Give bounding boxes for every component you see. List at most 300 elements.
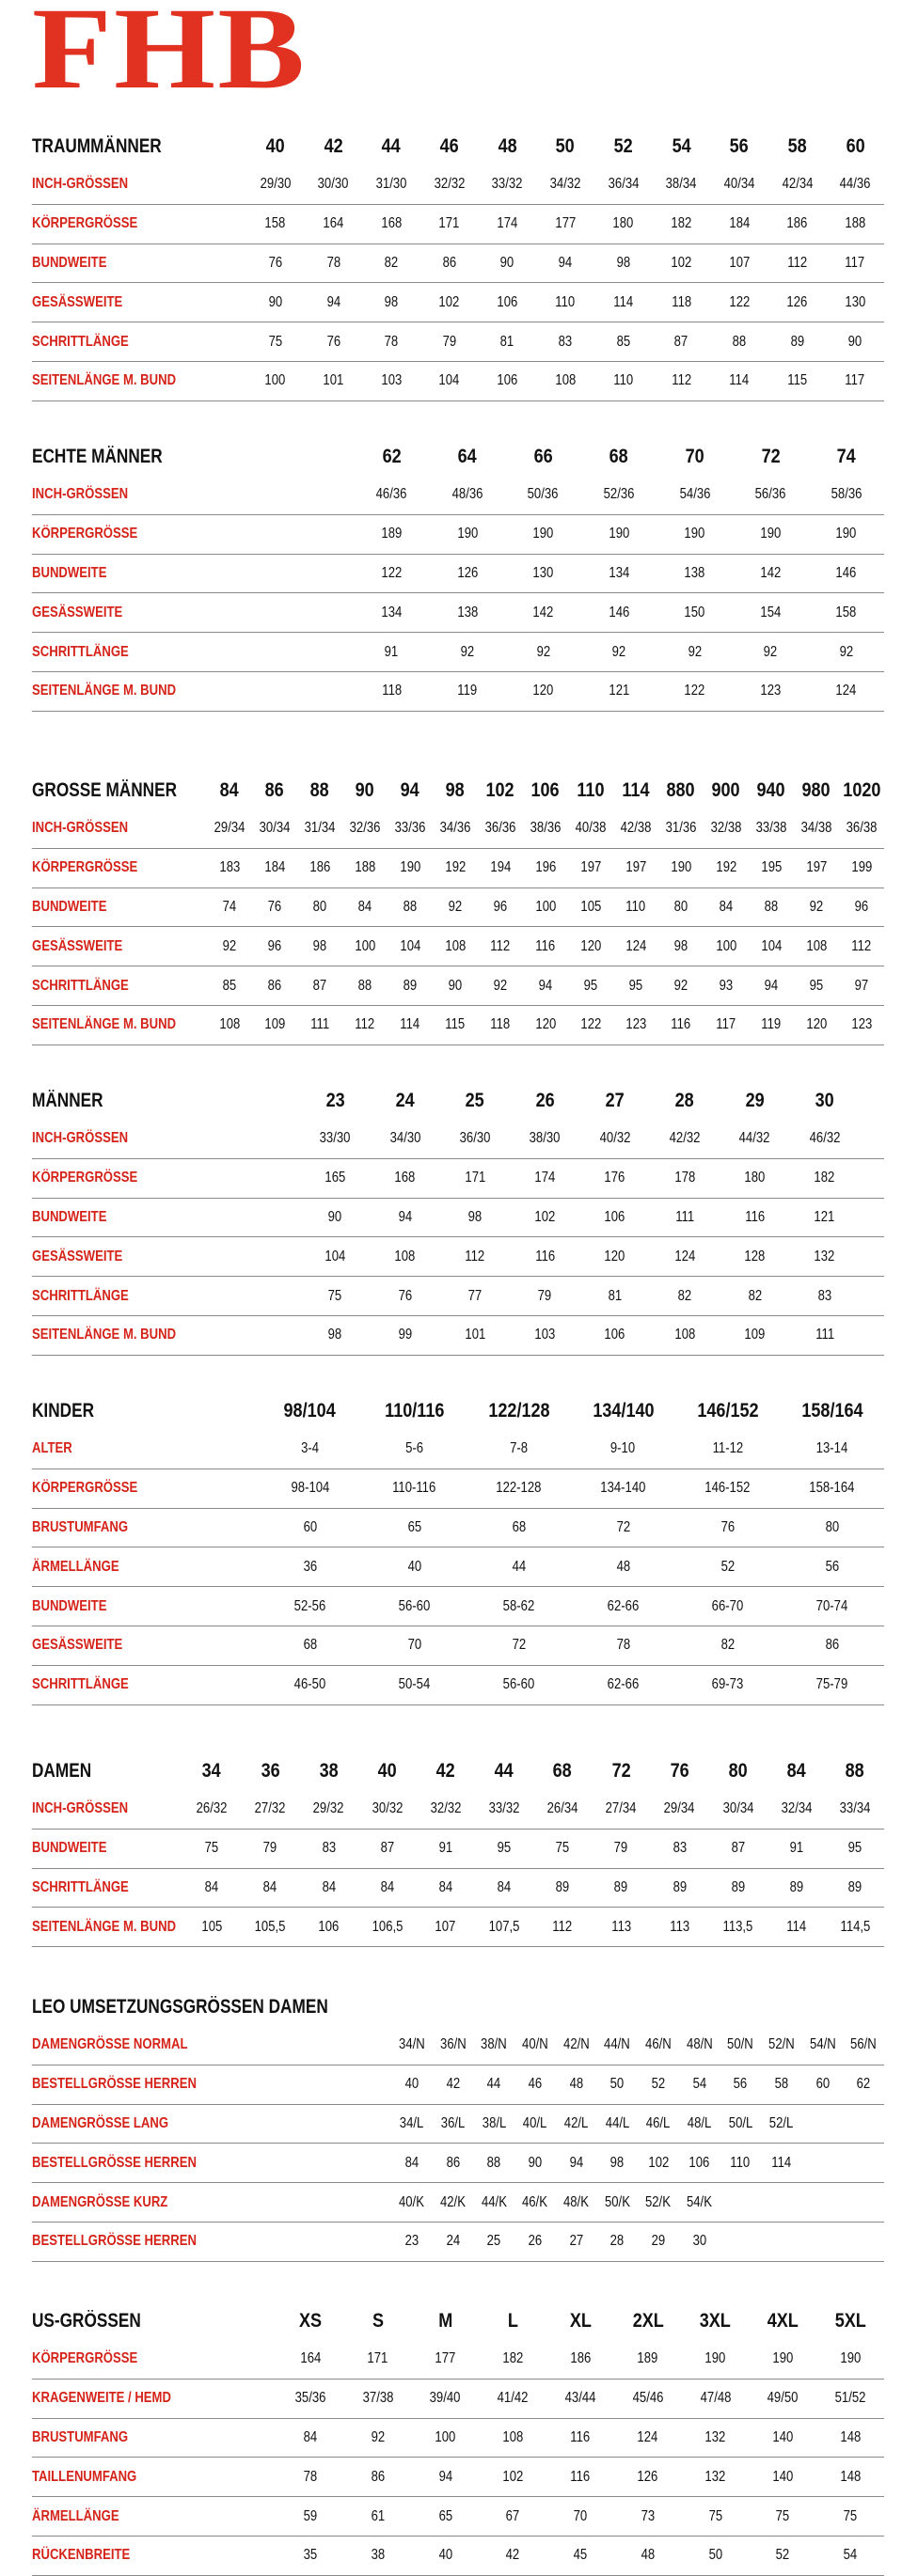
table-cell: 122 xyxy=(381,564,403,581)
table-cell: 27/34 xyxy=(605,1800,637,1817)
table-cell: 148 xyxy=(840,2428,862,2445)
table-cell: 107 xyxy=(435,1918,456,1935)
table-cell: 95 xyxy=(809,977,824,994)
table-row xyxy=(32,1908,884,1947)
table-cell: 178 xyxy=(674,1170,696,1186)
table-cell: 38/N xyxy=(481,2036,508,2053)
size-header-cell: 90 xyxy=(355,779,375,801)
size-header-cell: 29 xyxy=(745,1090,765,1111)
size-header-cell: 66 xyxy=(533,446,553,467)
row-label: BRUSTUMFANG xyxy=(32,1518,129,1535)
size-header-cell: 25 xyxy=(465,1090,484,1111)
size-header-cell: L xyxy=(507,2310,518,2332)
table-cell: 90 xyxy=(448,977,463,994)
size-header-cell: 42 xyxy=(435,1760,455,1782)
size-header-cell: 102 xyxy=(485,779,515,801)
table-cell: 38/30 xyxy=(529,1130,561,1147)
table-row xyxy=(32,244,884,284)
table-cell: 123 xyxy=(760,683,782,699)
table-header xyxy=(32,772,884,809)
table-cell: 113 xyxy=(669,1918,689,1935)
table-cell: 105 xyxy=(580,898,601,915)
table-row xyxy=(32,1626,884,1666)
table-cell: 42/34 xyxy=(782,176,814,193)
row-label: INCH-GRÖSSEN xyxy=(32,820,129,837)
table-cell xyxy=(843,2105,884,2144)
table-row xyxy=(32,1547,884,1587)
table-cell: 98 xyxy=(312,937,327,954)
table-cell: 39/40 xyxy=(430,2390,461,2407)
table-cell: 102 xyxy=(647,2154,669,2171)
table-cell: 88 xyxy=(357,977,372,994)
table-cell: 116 xyxy=(671,1016,691,1033)
table-cell: 82 xyxy=(677,1287,692,1304)
table-cell: 86 xyxy=(825,1637,839,1654)
table-cell xyxy=(802,2105,844,2144)
table-cell: 33/38 xyxy=(755,820,787,837)
table-cell: 48 xyxy=(569,2076,583,2093)
table-cell: 44 xyxy=(486,2076,501,2093)
table-cell: 29/30 xyxy=(260,176,292,193)
table-cell: 52/N xyxy=(768,2036,795,2053)
table-header xyxy=(32,128,884,165)
size-header-cell: 88 xyxy=(845,1760,865,1782)
table-cell: 50/36 xyxy=(528,486,559,503)
table-cell: 118 xyxy=(671,293,691,310)
row-label: INCH-GRÖSSEN xyxy=(32,176,129,193)
table-row xyxy=(32,2380,884,2419)
table-cell: 92 xyxy=(371,2428,385,2445)
table-cell: 52 xyxy=(776,2547,790,2564)
table-cell: 114 xyxy=(613,293,634,310)
table-header xyxy=(32,2302,884,2340)
table-cell: 111 xyxy=(675,1208,695,1225)
table-cell: 122-128 xyxy=(496,1480,542,1497)
table-cell: 109 xyxy=(264,1016,285,1033)
table-cell: 50-54 xyxy=(398,1676,431,1693)
table-cell: 33/30 xyxy=(319,1130,351,1147)
table-cell: 92 xyxy=(688,643,702,660)
table-cell: 180 xyxy=(612,215,634,232)
table-title: US-GRÖSSEN xyxy=(32,2310,141,2332)
table-cell: 85 xyxy=(616,333,630,350)
size-header-cell: 62 xyxy=(382,446,402,467)
table-cell: 122 xyxy=(580,1016,601,1033)
table-cell: 66-70 xyxy=(711,1597,744,1614)
table-cell: 29 xyxy=(651,2233,666,2250)
table-cell: 107 xyxy=(728,254,750,271)
row-label: SCHRITTLÄNGE xyxy=(32,1878,129,1895)
table-cell: 111 xyxy=(310,1016,329,1033)
table-cell: 111 xyxy=(815,1327,834,1343)
table-cell: 75 xyxy=(268,333,283,350)
row-label: KÖRPERGRÖSSE xyxy=(32,215,138,232)
size-header-cell: 26 xyxy=(535,1090,555,1111)
table-cell: 100 xyxy=(535,898,556,915)
table-cell: 168 xyxy=(394,1170,416,1186)
size-header-cell: 134/140 xyxy=(592,1400,655,1422)
table-cell: 75 xyxy=(776,2507,790,2524)
table-cell: 174 xyxy=(534,1170,556,1186)
table-row xyxy=(32,322,884,362)
table-cell: 171 xyxy=(464,1170,485,1186)
table-cell: 199 xyxy=(851,859,872,876)
table-cell: 106,5 xyxy=(372,1918,404,1935)
table-cell: 32/36 xyxy=(349,820,381,837)
table-cell: 96 xyxy=(267,937,282,954)
table-row xyxy=(32,2340,884,2380)
table-cell xyxy=(761,2183,802,2222)
table-row xyxy=(32,2497,884,2537)
table-cell: 80 xyxy=(825,1518,839,1535)
table-cell: 121 xyxy=(814,1208,835,1225)
table-cell: 94 xyxy=(398,1208,412,1225)
table-cell: 36/30 xyxy=(459,1130,491,1147)
table-cell: 26/34 xyxy=(546,1800,578,1817)
table-row xyxy=(32,849,884,888)
table-cell: 74 xyxy=(222,898,237,915)
table-cell: 158 xyxy=(835,604,857,620)
table-cell: 40/L xyxy=(523,2114,547,2131)
table-cell xyxy=(843,2223,884,2261)
table-cell: 94 xyxy=(538,977,553,994)
table-cell: 23 xyxy=(404,2233,419,2250)
size-header-cell: 3XL xyxy=(700,2310,732,2332)
table-cell: 84 xyxy=(404,2154,419,2171)
table-cell: 52 xyxy=(651,2076,666,2093)
table-row xyxy=(32,362,884,401)
table-row xyxy=(32,2066,884,2105)
table-row xyxy=(32,1430,884,1469)
table-row xyxy=(32,1869,884,1908)
table-cell: 115 xyxy=(445,1016,466,1033)
row-label: SCHRITTLÄNGE xyxy=(32,977,129,994)
table-cell: 89 xyxy=(731,1878,745,1895)
table-cell: 108 xyxy=(555,372,576,389)
row-label: GESÄSSWEITE xyxy=(32,1637,123,1654)
table-cell: 122 xyxy=(728,293,750,310)
table-cell: 192 xyxy=(716,859,736,876)
row-label: DAMENGRÖSSE LANG xyxy=(32,2114,169,2131)
table-cell: 86 xyxy=(442,254,457,271)
table-cell: 82 xyxy=(384,254,399,271)
table-cell: 33/32 xyxy=(488,1800,520,1817)
table-cell: 121 xyxy=(609,683,629,699)
table-cell: 134 xyxy=(609,564,629,581)
brand-logo: FHB xyxy=(32,0,308,113)
table-cell: 46/32 xyxy=(809,1130,841,1147)
table-cell: 94 xyxy=(764,977,779,994)
table-cell: 56-60 xyxy=(398,1597,431,1614)
table-cell: 5-6 xyxy=(405,1440,423,1457)
table-cell: 30/34 xyxy=(259,820,291,837)
table-cell: 84 xyxy=(497,1878,512,1895)
table-cell: 77 xyxy=(467,1287,483,1304)
table-cell: 47/48 xyxy=(700,2390,731,2407)
table-header xyxy=(32,1988,884,2026)
table-cell: 138 xyxy=(684,564,705,581)
table-header xyxy=(32,438,884,476)
row-label: GESÄSSWEITE xyxy=(32,293,123,310)
table-cell: 192 xyxy=(445,859,466,876)
table-cell: 146 xyxy=(835,564,857,581)
table-row xyxy=(32,672,884,712)
row-label: BESTELLGRÖSSE HERREN xyxy=(32,2076,197,2093)
table-cell: 28 xyxy=(609,2233,625,2250)
table-row xyxy=(32,2144,884,2183)
table-cell: 50 xyxy=(609,2076,625,2093)
table-cell: 25 xyxy=(486,2233,501,2250)
table-cell: 32/32 xyxy=(430,1800,462,1817)
row-label: SEITENLÄNGE M. BUND xyxy=(32,1016,177,1033)
row-label: BUNDWEITE xyxy=(32,1840,107,1857)
table-cell: 180 xyxy=(744,1170,766,1186)
table-cell: 48 xyxy=(616,1558,630,1575)
size-header-cell: 94 xyxy=(400,779,420,801)
table-cell: 78 xyxy=(616,1637,630,1654)
table-cell: 40 xyxy=(407,1558,421,1575)
table-cell: 90 xyxy=(500,254,514,271)
size-table xyxy=(32,1752,884,1947)
table-cell: 62-66 xyxy=(607,1676,640,1693)
row-label: BESTELLGRÖSSE HERREN xyxy=(32,2154,197,2171)
table-cell: 52/L xyxy=(769,2114,794,2131)
size-header-cell: 44 xyxy=(494,1760,514,1782)
table-cell: 31/30 xyxy=(375,176,407,193)
table-cell: 165 xyxy=(324,1170,346,1186)
size-header-cell: 50 xyxy=(555,135,576,157)
table-cell: 76 xyxy=(267,898,282,915)
table-cell: 188 xyxy=(355,859,375,876)
table-cell xyxy=(802,2144,844,2182)
table-cell: 117 xyxy=(845,372,865,389)
size-header-cell: 74 xyxy=(836,446,856,467)
size-header-cell: 56 xyxy=(729,135,749,157)
table-cell: 197 xyxy=(625,859,646,876)
table-cell: 75 xyxy=(843,2507,858,2524)
table-cell: 124 xyxy=(637,2428,658,2445)
table-cell: 106 xyxy=(497,293,518,310)
table-row xyxy=(32,1006,884,1045)
table-cell: 33/34 xyxy=(839,1800,871,1817)
table-cell: 31/36 xyxy=(665,820,697,837)
row-label: SEITENLÄNGE M. BUND xyxy=(32,1327,177,1343)
row-label: INCH-GRÖSSEN xyxy=(32,1130,129,1147)
row-label: INCH-GRÖSSEN xyxy=(32,486,129,503)
table-cell: 40 xyxy=(438,2547,452,2564)
size-header-cell: 110/116 xyxy=(384,1400,445,1422)
table-cell: 138 xyxy=(456,604,478,620)
size-header-cell: 114 xyxy=(622,779,650,801)
table-cell: 116 xyxy=(744,1208,765,1225)
size-header-cell: 2XL xyxy=(632,2310,664,2332)
table-cell: 70 xyxy=(573,2507,588,2524)
table-cell: 72 xyxy=(512,1637,526,1654)
row-label: BUNDWEITE xyxy=(32,564,107,581)
table-cell: 46 xyxy=(528,2076,543,2093)
size-header-cell: S xyxy=(372,2310,384,2332)
table-cell: 46/L xyxy=(646,2114,671,2131)
table-cell: 112 xyxy=(490,937,511,954)
table-cell: 116 xyxy=(534,1248,555,1264)
table-cell: 48/36 xyxy=(451,486,483,503)
table-cell: 92 xyxy=(448,898,463,915)
table-cell: 106 xyxy=(497,372,518,389)
table-cell: 44/36 xyxy=(839,176,871,193)
table-cell: 102 xyxy=(534,1208,556,1225)
table-cell: 48 xyxy=(641,2547,656,2564)
table-cell: 67 xyxy=(505,2507,520,2524)
table-cell: 87 xyxy=(674,333,688,350)
size-table xyxy=(32,1392,884,1705)
table-cell: 29/34 xyxy=(214,820,245,837)
table-cell: 40/34 xyxy=(723,176,755,193)
table-cell: 113,5 xyxy=(722,1918,753,1935)
table-cell: 58-62 xyxy=(502,1597,535,1614)
table-cell: 90 xyxy=(268,293,283,310)
table-cell: 95 xyxy=(583,977,598,994)
row-label: BUNDWEITE xyxy=(32,1208,107,1225)
table-cell: 158 xyxy=(264,215,286,232)
row-label: SEITENLÄNGE M. BUND xyxy=(32,372,177,389)
table-cell: 105 xyxy=(201,1918,223,1935)
table-row xyxy=(32,2026,884,2066)
size-header-cell: 64 xyxy=(457,446,477,467)
table-cell: 49/50 xyxy=(767,2390,799,2407)
table-cell: 116 xyxy=(570,2428,591,2445)
table-cell: 182 xyxy=(671,215,692,232)
size-header-cell: 4XL xyxy=(767,2310,799,2332)
size-header-cell: 86 xyxy=(264,779,285,801)
table-title: LEO UMSETZUNGSGRÖSSEN DAMEN xyxy=(32,1996,328,2018)
table-row xyxy=(32,809,884,849)
row-label: ALTER xyxy=(32,1440,72,1457)
table-cell: 46/K xyxy=(522,2193,548,2210)
table-cell: 124 xyxy=(835,683,857,699)
table-cell: 110 xyxy=(625,898,646,915)
table-cell: 186 xyxy=(309,859,330,876)
table-cell: 88 xyxy=(403,898,418,915)
table-cell: 26/32 xyxy=(196,1800,228,1817)
table-cell: 132 xyxy=(704,2428,726,2445)
table-cell: 36/N xyxy=(439,2036,467,2053)
table-cell: 122 xyxy=(684,683,705,699)
table-cell: 91 xyxy=(438,1840,453,1857)
table-cell: 115 xyxy=(787,372,808,389)
size-table xyxy=(32,1988,884,2262)
table-cell: 99 xyxy=(398,1327,412,1343)
table-row xyxy=(32,1120,884,1159)
table-title: TRAUMMÄNNER xyxy=(32,135,162,157)
size-header-cell: 36 xyxy=(261,1760,280,1782)
table-cell: 83 xyxy=(673,1840,687,1857)
row-label: SCHRITTLÄNGE xyxy=(32,643,129,660)
table-cell: 102 xyxy=(438,293,460,310)
table-cell: 107,5 xyxy=(488,1918,520,1935)
size-header-cell: 68 xyxy=(609,446,629,467)
table-cell: 106 xyxy=(688,2154,710,2171)
table-cell: 118 xyxy=(490,1016,511,1033)
table-cell: 92 xyxy=(839,643,854,660)
table-cell: 100 xyxy=(716,937,736,954)
table-cell: 89 xyxy=(673,1878,687,1895)
table-cell: 43/44 xyxy=(564,2390,596,2407)
table-cell: 94 xyxy=(558,254,573,271)
table-cell: 58 xyxy=(774,2076,789,2093)
table-cell: 60 xyxy=(303,1518,317,1535)
size-header-cell: 30 xyxy=(815,1090,834,1111)
table-cell xyxy=(720,2223,761,2261)
size-header-cell: 70 xyxy=(685,446,704,467)
table-cell: 98-104 xyxy=(291,1480,329,1497)
table-cell: 100 xyxy=(264,372,286,389)
size-header-cell: 44 xyxy=(382,135,402,157)
table-cell: 36/L xyxy=(440,2114,466,2131)
table-cell: 110-116 xyxy=(392,1480,436,1497)
table-cell: 190 xyxy=(835,526,857,542)
table-row xyxy=(32,1316,884,1356)
table-cell: 54 xyxy=(843,2547,858,2564)
table-cell: 89 xyxy=(789,1878,804,1895)
size-table xyxy=(32,772,884,1045)
table-cell: 44/K xyxy=(481,2193,507,2210)
size-header-cell: 58 xyxy=(787,135,807,157)
row-label: KÖRPERGRÖSSE xyxy=(32,1170,138,1186)
table-cell: 79 xyxy=(613,1840,628,1857)
table-cell: 79 xyxy=(538,1287,552,1304)
table-cell: 45 xyxy=(573,2547,588,2564)
size-header-cell: 88 xyxy=(309,779,330,801)
table-cell: 183 xyxy=(219,859,240,876)
size-header-cell: 23 xyxy=(325,1090,345,1111)
table-cell: 190 xyxy=(532,526,554,542)
row-label: BUNDWEITE xyxy=(32,1597,107,1614)
table-cell: 112 xyxy=(851,937,872,954)
table-cell: 84 xyxy=(322,1878,336,1895)
size-header-cell: 27 xyxy=(605,1090,625,1111)
table-cell: 76 xyxy=(326,333,340,350)
table-cell: 86 xyxy=(371,2468,385,2485)
table-cell: 124 xyxy=(674,1248,696,1264)
table-cell: 59 xyxy=(303,2507,318,2524)
table-cell: 182 xyxy=(502,2350,524,2367)
table-row xyxy=(32,2223,884,2262)
table-row xyxy=(32,633,884,672)
row-label: KÖRPERGRÖSSE xyxy=(32,859,138,876)
table-cell: 184 xyxy=(728,215,750,232)
table-cell: 60 xyxy=(815,2076,830,2093)
table-cell: 29/32 xyxy=(313,1800,344,1817)
table-cell: 112 xyxy=(552,1918,573,1935)
table-cell: 44/L xyxy=(605,2114,629,2131)
table-cell: 124 xyxy=(625,937,646,954)
table-cell: 108 xyxy=(674,1327,696,1343)
table-cell: 93 xyxy=(719,977,734,994)
table-cell: 102 xyxy=(502,2468,524,2485)
table-header xyxy=(32,1082,884,1120)
size-header-cell: M xyxy=(437,2310,452,2332)
table-cell: 83 xyxy=(558,333,573,350)
table-cell: 186 xyxy=(786,215,808,232)
row-label: GESÄSSWEITE xyxy=(32,1248,123,1264)
table-cell: 158-164 xyxy=(809,1480,855,1497)
table-cell: 27 xyxy=(569,2233,583,2250)
table-cell: 106 xyxy=(604,1327,625,1343)
table-cell: 40/K xyxy=(399,2193,425,2210)
table-cell: 118 xyxy=(381,683,402,699)
size-header-cell: 46 xyxy=(439,135,459,157)
table-cell: 92 xyxy=(222,937,237,954)
